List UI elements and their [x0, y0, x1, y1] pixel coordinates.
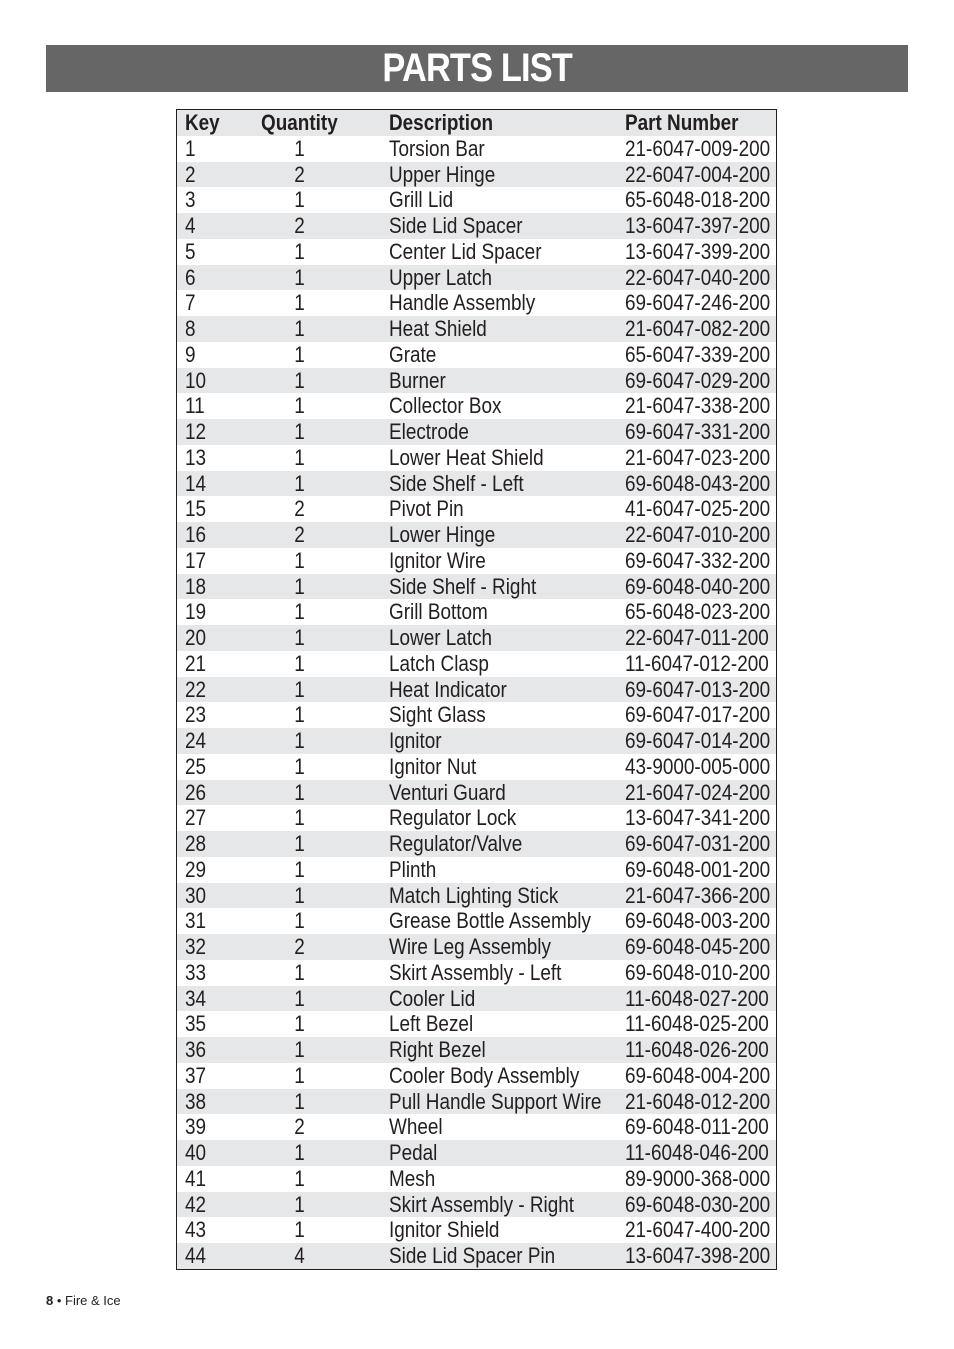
cell-part-number: 69-6048-040-200: [625, 573, 771, 599]
cell-key: 31: [185, 908, 207, 934]
cell-description: Cooler Lid: [389, 985, 476, 1011]
cell-key: 30: [185, 882, 207, 908]
header-description: Description: [389, 110, 494, 135]
cell-description: Lower Hinge: [389, 522, 496, 547]
cell-description: Grate: [389, 341, 437, 367]
cell-part-number: 13-6047-399-200: [625, 238, 771, 264]
cell-key: 27: [185, 805, 207, 831]
cell-quantity: 1: [294, 1217, 305, 1243]
cell-quantity: 1: [294, 316, 305, 341]
cell-key: 3: [185, 187, 196, 213]
cell-part-number: 43-9000-005-000: [625, 753, 771, 779]
cell-part-number: 65-6048-023-200: [625, 599, 771, 625]
cell-quantity: 1: [294, 908, 305, 934]
cell-quantity: 1: [294, 856, 305, 882]
cell-quantity: 2: [294, 161, 305, 187]
table-row: [177, 780, 776, 806]
cell-part-number: 69-6047-029-200: [625, 367, 771, 393]
cell-part-number: 21-6047-338-200: [625, 393, 771, 419]
table-row: [177, 342, 776, 368]
cell-quantity: 1: [294, 470, 305, 496]
table-header-row: [177, 110, 776, 136]
cell-quantity: 1: [294, 599, 305, 625]
cell-quantity: 1: [294, 882, 305, 908]
cell-description: Regulator/Valve: [389, 831, 523, 856]
cell-key: 36: [185, 1037, 207, 1062]
cell-description: Left Bezel: [389, 1011, 474, 1037]
cell-description: Upper Latch: [389, 264, 493, 290]
cell-description: Skirt Assembly - Right: [389, 1191, 575, 1217]
cell-key: 19: [185, 599, 207, 625]
cell-key: 38: [185, 1088, 207, 1114]
cell-key: 12: [185, 419, 207, 444]
table-row: [177, 677, 776, 703]
cell-description: Side Lid Spacer Pin: [389, 1243, 556, 1268]
cell-description: Match Lighting Stick: [389, 882, 559, 908]
cell-quantity: 1: [294, 702, 305, 728]
cell-key: 14: [185, 470, 207, 496]
table-row: [177, 316, 776, 342]
cell-quantity: 1: [294, 1191, 305, 1217]
cell-key: 13: [185, 444, 207, 470]
table-row: [177, 1140, 776, 1166]
cell-part-number: 21-6048-012-200: [625, 1088, 771, 1114]
header-key: Key: [185, 110, 220, 135]
cell-quantity: 1: [294, 238, 305, 264]
cell-quantity: 1: [294, 1037, 305, 1062]
cell-description: Side Shelf - Left: [389, 470, 524, 496]
cell-key: 41: [185, 1165, 207, 1191]
cell-key: 35: [185, 1011, 207, 1037]
cell-part-number: 41-6047-025-200: [625, 496, 771, 522]
cell-description: Ignitor: [389, 728, 442, 753]
cell-key: 15: [185, 496, 207, 522]
table-row: [177, 548, 776, 574]
cell-quantity: 1: [294, 547, 305, 573]
page-footer: [46, 1293, 121, 1308]
cell-part-number: 69-6047-246-200: [625, 290, 771, 316]
table-row: [177, 908, 776, 934]
table-row: [177, 1192, 776, 1218]
cell-quantity: 2: [294, 522, 305, 547]
table-row: [177, 496, 776, 522]
cell-quantity: 2: [294, 1114, 305, 1140]
cell-description: Electrode: [389, 419, 469, 444]
table-row: [177, 1243, 776, 1269]
cell-quantity: 1: [294, 753, 305, 779]
cell-description: Ignitor Shield: [389, 1217, 500, 1243]
cell-part-number: 69-6047-014-200: [625, 728, 771, 753]
cell-quantity: 1: [294, 1165, 305, 1191]
table-row: [177, 1011, 776, 1037]
page-title: PARTS LIST: [382, 46, 572, 90]
cell-description: Skirt Assembly - Left: [389, 959, 562, 985]
cell-quantity: 1: [294, 393, 305, 419]
cell-key: 29: [185, 856, 207, 882]
cell-key: 11: [185, 393, 205, 419]
table-row: [177, 419, 776, 445]
cell-quantity: 1: [294, 959, 305, 985]
cell-description: Burner: [389, 367, 446, 393]
cell-description: Heat Shield: [389, 316, 487, 341]
cell-part-number: 21-6047-009-200: [625, 135, 771, 161]
cell-key: 34: [185, 985, 207, 1011]
cell-key: 21: [185, 650, 207, 676]
cell-key: 16: [185, 522, 207, 547]
table-row: [177, 136, 776, 162]
cell-key: 43: [185, 1217, 207, 1243]
table-row: [177, 162, 776, 188]
title-banner: [46, 45, 908, 92]
cell-key: 2: [185, 161, 196, 187]
cell-key: 22: [185, 676, 207, 702]
cell-quantity: 1: [294, 650, 305, 676]
cell-quantity: 1: [294, 573, 305, 599]
cell-part-number: 13-6047-341-200: [625, 805, 771, 831]
cell-description: Ignitor Wire: [389, 547, 486, 573]
table-row: [177, 625, 776, 651]
cell-part-number: 22-6047-004-200: [625, 161, 771, 187]
table-row: [177, 290, 776, 316]
cell-part-number: 65-6047-339-200: [625, 341, 771, 367]
cell-quantity: 2: [294, 496, 305, 522]
cell-part-number: 69-6048-043-200: [625, 470, 771, 496]
cell-quantity: 1: [294, 1140, 305, 1165]
cell-part-number: 11-6048-026-200: [625, 1037, 769, 1062]
footer-page-number: 8: [46, 1293, 54, 1308]
cell-part-number: 69-6047-013-200: [625, 676, 771, 702]
cell-key: 8: [185, 316, 196, 341]
cell-description: Mesh: [389, 1165, 436, 1191]
table-row: [177, 1166, 776, 1192]
cell-description: Plinth: [389, 856, 437, 882]
cell-part-number: 69-6047-332-200: [625, 547, 771, 573]
cell-part-number: 89-9000-368-000: [625, 1165, 771, 1191]
table-row: [177, 857, 776, 883]
parts-table: [176, 109, 777, 1270]
cell-quantity: 1: [294, 676, 305, 702]
cell-description: Right Bezel: [389, 1037, 486, 1062]
cell-quantity: 1: [294, 1088, 305, 1114]
header-part-number: Part Number: [625, 110, 739, 135]
cell-part-number: 11-6048-046-200: [625, 1140, 769, 1165]
cell-quantity: 1: [294, 264, 305, 290]
cell-quantity: 1: [294, 728, 305, 753]
footer-separator: •: [53, 1293, 66, 1308]
table-row: [177, 574, 776, 600]
cell-quantity: 1: [294, 831, 305, 856]
cell-part-number: 69-6047-331-200: [625, 419, 771, 444]
cell-key: 20: [185, 625, 207, 650]
table-row: [177, 934, 776, 960]
cell-key: 9: [185, 341, 196, 367]
cell-part-number: 22-6047-011-200: [625, 625, 769, 650]
cell-description: Latch Clasp: [389, 650, 489, 676]
cell-quantity: 1: [294, 290, 305, 316]
table-row: [177, 831, 776, 857]
cell-quantity: 1: [294, 419, 305, 444]
cell-description: Sight Glass: [389, 702, 486, 728]
cell-part-number: 65-6048-018-200: [625, 187, 771, 213]
cell-description: Side Lid Spacer: [389, 213, 523, 238]
cell-part-number: 21-6047-082-200: [625, 316, 771, 341]
cell-description: Torsion Bar: [389, 135, 485, 161]
cell-part-number: 69-6047-017-200: [625, 702, 771, 728]
cell-part-number: 21-6047-366-200: [625, 882, 771, 908]
table-row: [177, 754, 776, 780]
cell-description: Center Lid Spacer: [389, 238, 542, 264]
cell-description: Cooler Body Assembly: [389, 1062, 580, 1088]
cell-part-number: 69-6047-031-200: [625, 831, 771, 856]
table-row: [177, 1217, 776, 1243]
cell-quantity: 1: [294, 444, 305, 470]
cell-part-number: 21-6047-024-200: [625, 779, 771, 805]
table-row: [177, 960, 776, 986]
cell-description: Upper Hinge: [389, 161, 496, 187]
table-row: [177, 1037, 776, 1063]
table-row: [177, 393, 776, 419]
table-row: [177, 805, 776, 831]
table-row: [177, 599, 776, 625]
cell-key: 33: [185, 959, 207, 985]
cell-part-number: 21-6047-400-200: [625, 1217, 771, 1243]
cell-description: Ignitor Nut: [389, 753, 477, 779]
cell-key: 39: [185, 1114, 207, 1140]
table-row: [177, 986, 776, 1012]
table-row: [177, 522, 776, 548]
cell-key: 5: [185, 238, 196, 264]
cell-description: Regulator Lock: [389, 805, 517, 831]
cell-quantity: 2: [294, 934, 305, 959]
cell-description: Side Shelf - Right: [389, 573, 537, 599]
cell-quantity: 1: [294, 1011, 305, 1037]
cell-key: 6: [185, 264, 196, 290]
table-row: [177, 1063, 776, 1089]
cell-key: 18: [185, 573, 207, 599]
cell-part-number: 13-6047-398-200: [625, 1243, 771, 1268]
cell-key: 10: [185, 367, 207, 393]
cell-description: Wire Leg Assembly: [389, 934, 551, 959]
cell-key: 40: [185, 1140, 207, 1165]
cell-key: 44: [185, 1243, 207, 1268]
cell-key: 24: [185, 728, 207, 753]
cell-key: 17: [185, 547, 207, 573]
table-row: [177, 883, 776, 909]
cell-key: 1: [185, 135, 196, 161]
cell-key: 25: [185, 753, 207, 779]
cell-part-number: 11-6048-025-200: [625, 1011, 769, 1037]
cell-quantity: 2: [294, 213, 305, 238]
cell-quantity: 4: [294, 1243, 305, 1268]
cell-description: Pivot Pin: [389, 496, 464, 522]
cell-part-number: 69-6048-011-200: [625, 1114, 769, 1140]
cell-description: Pedal: [389, 1140, 438, 1165]
cell-quantity: 1: [294, 135, 305, 161]
cell-part-number: 13-6047-397-200: [625, 213, 771, 238]
cell-part-number: 69-6048-004-200: [625, 1062, 771, 1088]
cell-part-number: 11-6048-027-200: [625, 985, 769, 1011]
table-row: [177, 213, 776, 239]
table-row: [177, 1114, 776, 1140]
cell-description: Lower Latch: [389, 625, 493, 650]
table-body: [177, 136, 776, 1269]
cell-description: Grease Bottle Assembly: [389, 908, 591, 934]
cell-description: Grill Lid: [389, 187, 454, 213]
table-row: [177, 728, 776, 754]
cell-description: Heat Indicator: [389, 676, 507, 702]
header-quantity: Quantity: [261, 110, 338, 135]
cell-key: 23: [185, 702, 207, 728]
cell-description: Wheel: [389, 1114, 443, 1140]
footer-text: Fire & Ice: [65, 1293, 121, 1308]
cell-part-number: 22-6047-040-200: [625, 264, 771, 290]
cell-part-number: 69-6048-030-200: [625, 1191, 771, 1217]
cell-quantity: 1: [294, 805, 305, 831]
cell-key: 42: [185, 1191, 207, 1217]
cell-key: 4: [185, 213, 196, 238]
cell-description: Lower Heat Shield: [389, 444, 544, 470]
cell-quantity: 1: [294, 779, 305, 805]
cell-part-number: 69-6048-010-200: [625, 959, 771, 985]
cell-key: 7: [185, 290, 196, 316]
table-row: [177, 445, 776, 471]
cell-description: Handle Assembly: [389, 290, 536, 316]
cell-part-number: 22-6047-010-200: [625, 522, 771, 547]
cell-description: Venturi Guard: [389, 779, 506, 805]
cell-part-number: 69-6048-001-200: [625, 856, 771, 882]
table-row: [177, 239, 776, 265]
cell-quantity: 1: [294, 341, 305, 367]
table-row: [177, 471, 776, 497]
cell-part-number: 69-6048-045-200: [625, 934, 771, 959]
cell-key: 37: [185, 1062, 207, 1088]
cell-quantity: 1: [294, 187, 305, 213]
cell-part-number: 21-6047-023-200: [625, 444, 771, 470]
cell-description: Pull Handle Support Wire: [389, 1088, 602, 1114]
table-row: [177, 651, 776, 677]
cell-description: Grill Bottom: [389, 599, 488, 625]
cell-quantity: 1: [294, 367, 305, 393]
cell-part-number: 11-6047-012-200: [625, 650, 769, 676]
table-row: [177, 265, 776, 291]
cell-key: 32: [185, 934, 207, 959]
cell-quantity: 1: [294, 625, 305, 650]
cell-description: Collector Box: [389, 393, 502, 419]
table-row: [177, 702, 776, 728]
cell-key: 26: [185, 779, 207, 805]
cell-part-number: 69-6048-003-200: [625, 908, 771, 934]
cell-quantity: 1: [294, 1062, 305, 1088]
table-row: [177, 187, 776, 213]
table-row: [177, 1089, 776, 1115]
cell-key: 28: [185, 831, 207, 856]
cell-quantity: 1: [294, 985, 305, 1011]
table-row: [177, 368, 776, 394]
